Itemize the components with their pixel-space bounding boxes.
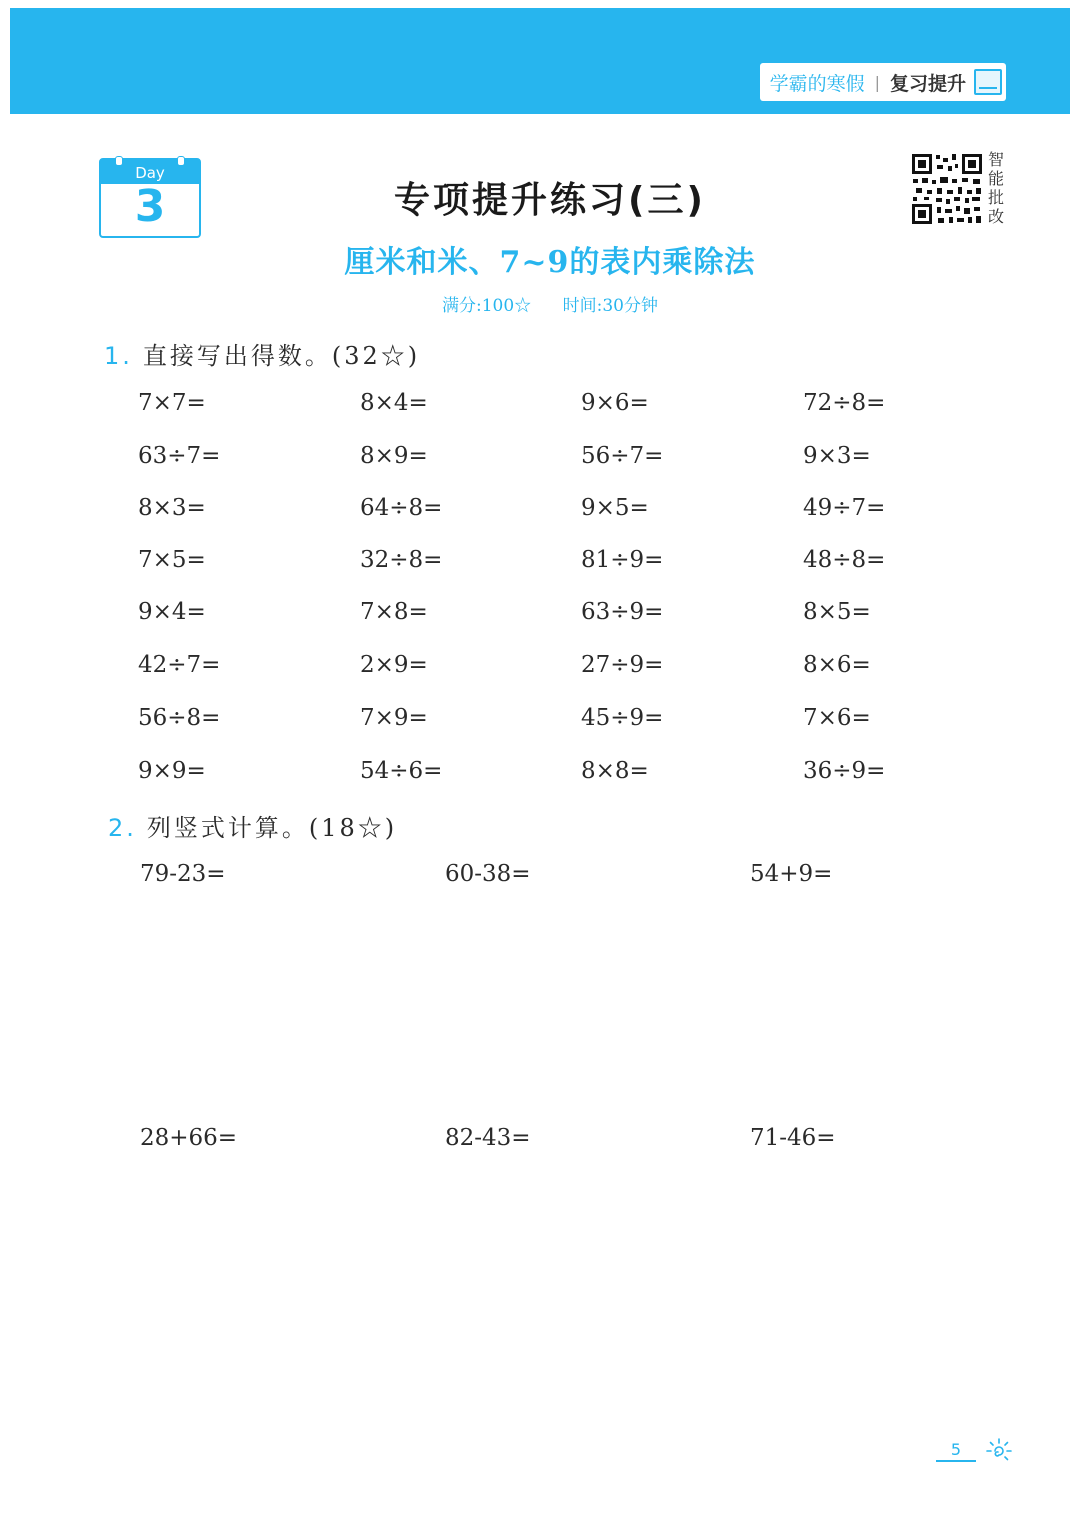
calc-problem: 7×9=: [360, 705, 428, 731]
calendar-ring-icon: [177, 156, 185, 166]
calc-problem: 8×4=: [360, 390, 428, 416]
book-icon: [974, 69, 1002, 95]
calc-problem: 72÷8=: [803, 390, 886, 416]
tag-separator: |: [874, 72, 880, 92]
full-score: 满分:100☆: [442, 296, 532, 316]
calc-problem: 7×8=: [360, 599, 428, 625]
day-number: 3: [134, 181, 166, 232]
calc-problem: 64÷8=: [360, 495, 443, 521]
calc-problem: 56÷7=: [581, 443, 664, 469]
sun-swirl-icon: [984, 1436, 1014, 1466]
calc-problem: 42÷7=: [138, 652, 221, 678]
day-label: Day: [101, 160, 199, 184]
header-banner: [10, 8, 1070, 114]
calc-problem: 8×3=: [138, 495, 206, 521]
calc-problem: 36÷9=: [803, 758, 886, 784]
calc-problem: 81÷9=: [581, 547, 664, 573]
vertical-calc-problem: 60-38=: [445, 861, 531, 887]
calc-problem: 8×6=: [803, 652, 871, 678]
section1-heading: [104, 336, 420, 371]
calc-problem: 54÷6=: [360, 758, 443, 784]
series-label: 复习提升: [889, 72, 966, 95]
calc-problem: 48÷8=: [803, 547, 886, 573]
calc-problem: 9×9=: [138, 758, 206, 784]
calc-problem: 7×5=: [138, 547, 206, 573]
calc-problem: 7×6=: [803, 705, 871, 731]
brand-label: 学霸的寒假: [769, 72, 865, 95]
calc-problem: 63÷9=: [581, 599, 664, 625]
calc-problem: 49÷7=: [803, 495, 886, 521]
calc-problem: 7×7=: [138, 390, 206, 416]
calc-problem: 45÷9=: [581, 705, 664, 731]
calc-problem: 56÷8=: [138, 705, 221, 731]
calc-problem: 27÷9=: [581, 652, 664, 678]
calc-problem: 9×3=: [803, 443, 871, 469]
calc-problem: 32÷8=: [360, 547, 443, 573]
calc-problem: 9×5=: [581, 495, 649, 521]
section1-title: 直接写出得数。(32☆): [142, 342, 421, 370]
page-number: 5: [936, 1440, 976, 1462]
page-subtitle: 厘米和米、7~9的表内乘除法: [344, 245, 756, 280]
time-limit: 时间:30分钟: [562, 296, 658, 316]
section2-number: 2.: [108, 814, 137, 842]
vertical-calc-problem: 71-46=: [750, 1125, 836, 1151]
series-tag: [760, 63, 1006, 101]
vertical-calc-problem: 54+9=: [750, 861, 833, 887]
section1-number: 1.: [104, 342, 133, 370]
calc-problem: 9×4=: [138, 599, 206, 625]
section2-heading: [108, 808, 397, 843]
calc-problem: 2×9=: [360, 652, 428, 678]
section2-title: 列竖式计算。(18☆): [146, 814, 398, 842]
page-title: 专项提升练习(三): [394, 180, 706, 221]
calendar-ring-icon: [115, 156, 123, 166]
calc-problem: 9×6=: [581, 390, 649, 416]
calc-problem: 8×8=: [581, 758, 649, 784]
vertical-calc-problem: 82-43=: [445, 1125, 531, 1151]
qr-label: 智能批改: [988, 150, 1005, 226]
calc-problem: 63÷7=: [138, 443, 221, 469]
vertical-calc-problem: 79-23=: [140, 861, 226, 887]
calc-problem: 8×5=: [803, 599, 871, 625]
score-time-info: [0, 291, 1080, 316]
calc-problem: 8×9=: [360, 443, 428, 469]
vertical-calc-problem: 28+66=: [140, 1125, 238, 1151]
